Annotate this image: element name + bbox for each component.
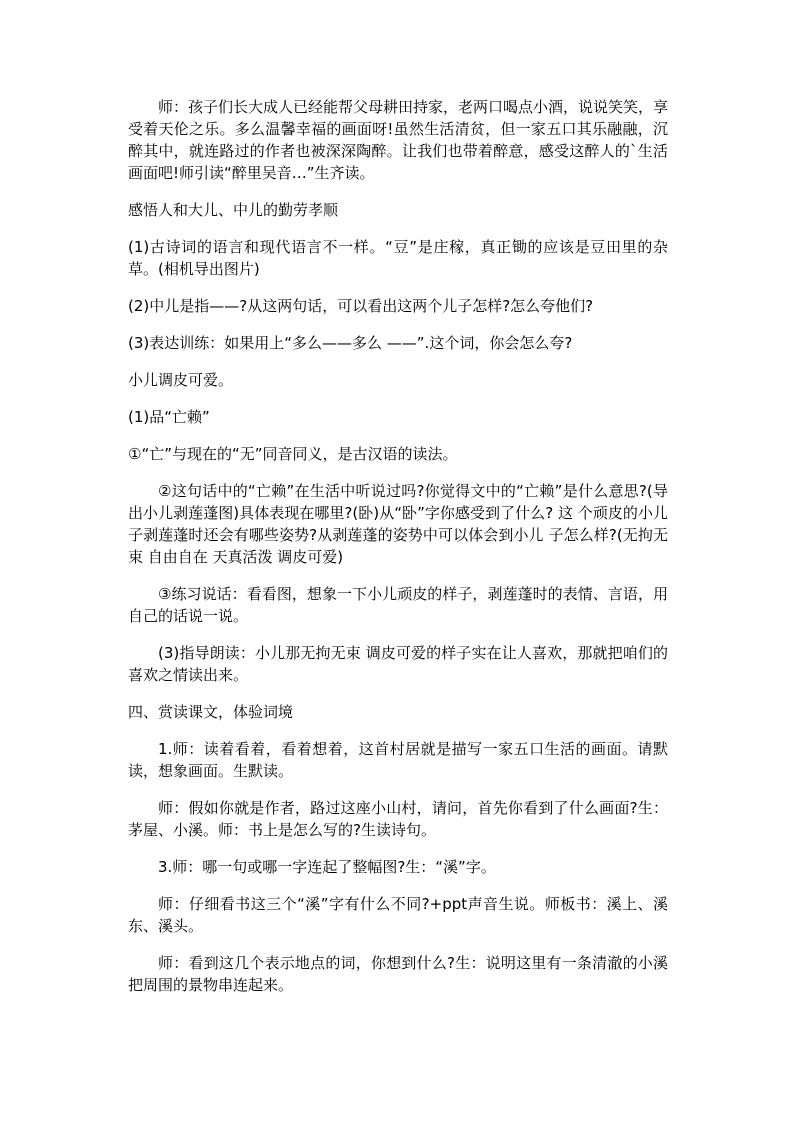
paragraph-teacher-question: 师：假如你就是作者，路过这座小山村，请问，首先你看到了什么画面?生：茅屋、小溪。师：书上是怎么写的?生读诗句。: [128, 799, 668, 839]
paragraph-circled-2: ②这句话中的“亡赖”在生活中听说过吗?你觉得文中的“亡赖”是什么意思?(导出小儿剥莲蓬图)具体表现在哪里?(卧)从“卧”字你感受到了什么? 这 个顽皮的小儿子剥莲蓬时还会有哪些姿势?从剥莲蓬的姿势中可以体会到小儿 子怎么样?(无拘无束 自由自在 天真活泼 调皮可爱): [128, 482, 668, 566]
paragraph-teacher-ppt: 师：仔细看书这三个“溪”字有什么不同?+ppt声音生说。师板书：溪上、溪东、溪头。: [128, 895, 668, 935]
document-body: [128, 96, 668, 1011]
paragraph-section-heading: 感悟人和大儿、中儿的勤劳孝顺: [128, 201, 339, 219]
paragraph-teacher-places: 师：看到这几个表示地点的词，你想到什么?生：说明这里有一条清澈的小溪把周围的景物串连起来。: [128, 954, 668, 994]
paragraph-teacher-scene: 师：孩子们长大成人已经能帮父母耕田持家，老两口喝点小酒，说说笑笑，享受着天伦之乐。多么温馨幸福的画面呀!虽然生活清贫，但一家五口其乐融融，沉醉其中，就连路过的作者也被深深陶醉。让我们也带着醉意，感受这醉人的`生活画面吧!师引读“醉里吴音…”生齐读。: [128, 98, 669, 182]
paragraph-section-four: 四、赏读课文，体验词境: [128, 703, 294, 721]
paragraph-item-1: (1)古诗词的语言和现代语言不一样。“豆”是庄稼，真正锄的应该是豆田里的杂草。(相机导出图片): [128, 238, 668, 278]
paragraph-pin-lai: (1)品“亡赖”: [128, 408, 210, 426]
paragraph-item-3: (3)表达训练：如果用上“多么——多么 ——”.这个词，你会怎么夸?: [128, 334, 573, 352]
paragraph-step-3: 3.师：哪一句或哪一字连起了整幅图?生：“溪”字。: [158, 858, 496, 876]
paragraph-step-1: 1.师：读着看着，看着想着，这首村居就是描写一家五口生活的画面。请默读，想象画面。生默读。: [128, 740, 668, 780]
paragraph-circled-3: ③练习说话：看看图，想象一下小儿顽皮的样子，剥莲蓬时的表情、言语，用自己的话说一说。: [128, 585, 668, 625]
paragraph-item-2: (2)中儿是指——?从这两句话，可以看出这两个儿子怎样?怎么夸他们?: [128, 297, 594, 315]
paragraph-subheading: 小儿调皮可爱。: [128, 371, 234, 389]
paragraph-circled-1: ①“亡”与现在的“无”同音同义，是古汉语的读法。: [128, 445, 458, 463]
paragraph-guided-reading: (3)指导朗读：小儿那无拘无束 调皮可爱的样子实在让人喜欢，那就把咱们的喜欢之情读出来。: [128, 644, 668, 684]
